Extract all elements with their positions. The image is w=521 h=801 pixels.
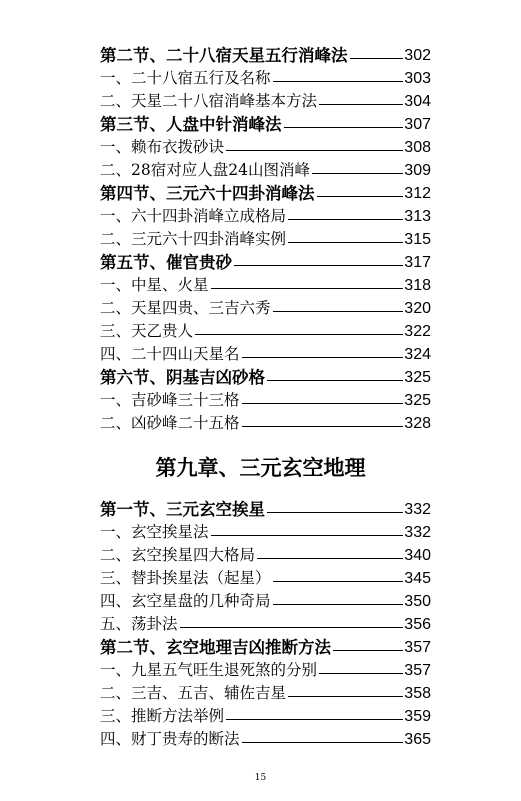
page-number: 15 — [254, 773, 267, 783]
toc-leader-line — [317, 196, 404, 197]
toc-entry-title: 二、玄空挨星四大格局 — [100, 546, 256, 564]
toc-leader-line — [284, 127, 404, 128]
toc-entry-page: 303 — [404, 70, 431, 87]
toc-item-entry — [100, 157, 431, 180]
toc-entry-title: 第四节、三元六十四卦消峰法 — [100, 184, 315, 203]
toc-entry-page: 332 — [404, 524, 431, 541]
toc-item-entry — [100, 611, 431, 634]
toc-leader-line — [242, 742, 404, 743]
toc-leader-line — [257, 558, 403, 559]
toc-leader-line — [312, 173, 403, 174]
toc-entry-title: 二、三元六十四卦消峰实例 — [100, 230, 287, 248]
toc-leader-line — [267, 512, 403, 513]
toc-entry-page: 318 — [404, 277, 431, 294]
toc-item-entry — [100, 588, 431, 611]
toc-entry-title: 第二节、玄空地理吉凶推断方法 — [100, 638, 331, 657]
toc-entry-title: 三、推断方法举例 — [100, 707, 225, 725]
toc-section-entry — [100, 364, 431, 387]
toc-entry-page: 315 — [404, 231, 431, 248]
toc-item-entry — [100, 134, 431, 157]
toc-entry-page: 358 — [404, 685, 431, 702]
toc-item-entry — [100, 657, 431, 680]
toc-section-2 — [100, 496, 431, 749]
toc-entry-title: 三、替卦挨星法（起星） — [100, 569, 271, 587]
toc-entry-page: 307 — [404, 116, 431, 133]
toc-section-entry — [100, 42, 431, 65]
toc-item-entry — [100, 88, 431, 111]
toc-section-entry — [100, 496, 431, 519]
toc-entry-page: 357 — [404, 639, 431, 656]
toc-entry-page: 308 — [404, 139, 431, 156]
toc-entry-page: 322 — [404, 323, 431, 340]
toc-leader-line — [242, 357, 404, 358]
toc-leader-line — [288, 242, 403, 243]
toc-entry-page: 325 — [404, 369, 431, 386]
toc-leader-line — [288, 219, 403, 220]
toc-entry-page: 317 — [404, 254, 431, 271]
toc-leader-line — [288, 696, 403, 697]
toc-leader-line — [333, 650, 403, 651]
toc-entry-title: 第三节、人盘中针消峰法 — [100, 115, 282, 134]
toc-entry-title: 二、三吉、五吉、辅佐吉星 — [100, 684, 287, 702]
toc-entry-page: 356 — [404, 616, 431, 633]
toc-entry-title: 第六节、阴基吉凶砂格 — [100, 368, 265, 387]
toc-entry-page: 357 — [404, 662, 431, 679]
toc-item-entry — [100, 203, 431, 226]
toc-leader-line — [350, 58, 404, 59]
toc-leader-line — [273, 81, 404, 82]
toc-entry-title: 二、天星二十八宿消峰基本方法 — [100, 92, 318, 110]
toc-entry-title: 一、吉砂峰三十三格 — [100, 391, 240, 409]
toc-leader-line — [273, 604, 404, 605]
toc-leader-line — [180, 627, 404, 628]
toc-leader-line — [226, 150, 403, 151]
toc-entry-title: 第二节、二十八宿天星五行消峰法 — [100, 46, 348, 65]
toc-leader-line — [226, 719, 403, 720]
toc-section-entry — [100, 111, 431, 134]
toc-entry-page: 324 — [404, 346, 431, 363]
toc-entry-title: 五、荡卦法 — [100, 615, 178, 633]
toc-entry-page: 359 — [404, 708, 431, 725]
toc-section-entry — [100, 634, 431, 657]
toc-leader-line — [211, 288, 404, 289]
toc-item-entry — [100, 519, 431, 542]
toc-item-entry — [100, 542, 431, 565]
toc-entry-page: 340 — [404, 547, 431, 564]
toc-entry-title: 一、中星、火星 — [100, 276, 209, 294]
toc-leader-line — [211, 535, 404, 536]
toc-entry-title: 第一节、三元玄空挨星 — [100, 500, 265, 519]
toc-leader-line — [242, 426, 404, 427]
toc-entry-title: 一、二十八宿五行及名称 — [100, 69, 271, 87]
toc-entry-title: 二、天星四贵、三吉六秀 — [100, 299, 271, 317]
toc-item-entry — [100, 703, 431, 726]
toc-entry-page: 328 — [404, 415, 431, 432]
toc-entry-title: 二、28宿对应人盘24山图消峰 — [100, 161, 310, 179]
toc-entry-title: 一、赖布衣拨砂诀 — [100, 138, 225, 156]
toc-entry-title: 四、玄空星盘的几种奇局 — [100, 592, 271, 610]
chapter-heading: 第九章、三元玄空地理 — [155, 456, 366, 480]
toc-item-entry — [100, 565, 431, 588]
toc-entry-page: 332 — [404, 501, 431, 518]
toc-entry-page: 320 — [404, 300, 431, 317]
toc-entry-title: 第五节、催官贵砂 — [100, 253, 232, 272]
toc-entry-title: 一、九星五气旺生退死煞的分别 — [100, 661, 318, 679]
toc-section-entry — [100, 249, 431, 272]
toc-section-1 — [100, 42, 431, 433]
toc-leader-line — [195, 334, 403, 335]
toc-entry-page: 313 — [404, 208, 431, 225]
toc-entry-title: 二、凶砂峰二十五格 — [100, 414, 240, 432]
toc-item-entry — [100, 226, 431, 249]
toc-item-entry — [100, 726, 431, 749]
toc-entry-page: 325 — [404, 392, 431, 409]
toc-leader-line — [319, 104, 403, 105]
toc-leader-line — [319, 673, 403, 674]
toc-entry-title: 一、玄空挨星法 — [100, 523, 209, 541]
toc-entry-page: 350 — [404, 593, 431, 610]
toc-entry-page: 345 — [404, 570, 431, 587]
toc-leader-line — [267, 380, 403, 381]
toc-leader-line — [273, 311, 404, 312]
toc-entry-title: 四、二十四山天星名 — [100, 345, 240, 363]
toc-entry-page: 312 — [404, 185, 431, 202]
toc-entry-page: 302 — [404, 47, 431, 64]
toc-leader-line — [234, 265, 403, 266]
toc-entry-page: 304 — [404, 93, 431, 110]
toc-entry-title: 三、天乙贵人 — [100, 322, 194, 340]
toc-item-entry — [100, 65, 431, 88]
toc-leader-line — [273, 581, 404, 582]
toc-entry-title: 四、财丁贵寿的断法 — [100, 730, 240, 748]
toc-item-entry — [100, 387, 431, 410]
toc-item-entry — [100, 410, 431, 433]
toc-item-entry — [100, 295, 431, 318]
toc-section-entry — [100, 180, 431, 203]
toc-item-entry — [100, 341, 431, 364]
toc-leader-line — [242, 403, 404, 404]
toc-item-entry — [100, 272, 431, 295]
toc-item-entry — [100, 318, 431, 341]
toc-entry-page: 365 — [404, 731, 431, 748]
toc-entry-page: 309 — [404, 162, 431, 179]
toc-item-entry — [100, 680, 431, 703]
toc-entry-title: 一、六十四卦消峰立成格局 — [100, 207, 287, 225]
